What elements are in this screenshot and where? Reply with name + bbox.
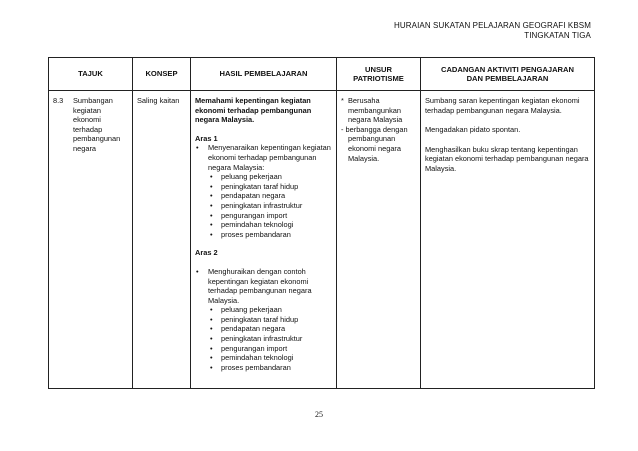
activity-suggestion: Mengadakan pidato spontan. (425, 125, 521, 135)
table-header-row (49, 58, 595, 91)
list-item: • peningkatan taraf hidup (208, 182, 332, 192)
patriotism-line-1: Berusaha (348, 96, 380, 105)
patriotism-line-3: - berbangga dengan (341, 124, 408, 134)
col-header-unsur: UNSUR PATRIOTISME (337, 58, 421, 91)
list-item: • proses pembandaran (208, 230, 332, 240)
list-item: • pemindahan teknologi (208, 353, 332, 363)
aras1-list (195, 143, 332, 239)
aras2-item: Menghuraikan dengan contoh kepentingan kegiatan ekonomi terhadap pembangunan negara Malaysia. (208, 266, 312, 305)
list-item: • peningkatan infrastruktur (208, 334, 332, 344)
list-item: • pengurangan import (208, 211, 332, 221)
list-item: • peningkatan infrastruktur (208, 201, 332, 211)
patriotism-line-2: membangunkan negara Malaysia (348, 105, 403, 125)
col-header-konsep: KONSEP (133, 58, 191, 91)
page-number: 25 (315, 410, 323, 419)
table-row (49, 91, 595, 389)
asterisk-marker: * (341, 96, 344, 105)
list-item: • pendapatan negara (208, 191, 332, 201)
aras2-title: Aras 2 (195, 248, 218, 258)
header-subtitle: TINGKATAN TIGA (524, 31, 591, 40)
list-item (195, 267, 332, 373)
cell-tajuk (49, 91, 133, 389)
cell-unsur (337, 91, 421, 389)
aras1-item: Menyenaraikan kepentingan kegiatan ekonomi terhadap pembangunan negara Malaysia: (208, 143, 331, 172)
list-item (195, 143, 332, 239)
list-item: • pemindahan teknologi (208, 220, 332, 230)
activity-suggestion: Menghasilkan buku skrap tentang kepentingan kegiatan ekonomi terhadap pembangunan negara Malaysia. (425, 144, 589, 173)
col-header-tajuk: TAJUK (49, 58, 133, 91)
topic-title: Sumbangan kegiatan ekonomi terhadap pembangunan negara (73, 96, 121, 153)
document-header (394, 21, 591, 41)
cell-konsep (133, 91, 191, 389)
aras1-sublist (208, 172, 332, 239)
list-item: • pengurangan import (208, 344, 332, 354)
list-item: • proses pembandaran (208, 363, 332, 373)
syllabus-table (48, 57, 595, 389)
col-header-hasil: HASIL PEMBELAJARAN (191, 58, 337, 91)
cell-hasil (191, 91, 337, 389)
activity-suggestion: Sumbang saran kepentingan kegiatan ekonomi terhadap pembangunan negara Malaysia. (425, 96, 580, 115)
concept-text: Saling kaitan (137, 96, 180, 105)
col-header-cadangan: CADANGAN AKTIVITI PENGAJARAN DAN PEMBELAJARAN (421, 58, 595, 91)
aras2-list (195, 267, 332, 373)
aras1-title: Aras 1 (195, 133, 218, 143)
list-item: • peluang pekerjaan (208, 305, 332, 315)
list-item: • peningkatan taraf hidup (208, 315, 332, 325)
patriotism-line-4: pembangunan ekonomi negara Malaysia. (348, 134, 402, 163)
topic-number: 8.3 (53, 96, 64, 105)
learning-outcome-intro: Memahami kepentingan kegiatan ekonomi terhadap pembangunan negara Malaysia. (195, 96, 312, 125)
list-item: • peluang pekerjaan (208, 172, 332, 182)
header-title: HURAIAN SUKATAN PELAJARAN GEOGRAFI KBSM (394, 21, 591, 30)
list-item: • pendapatan negara (208, 324, 332, 334)
aras2-sublist (208, 305, 332, 372)
cell-cadangan (421, 91, 595, 389)
